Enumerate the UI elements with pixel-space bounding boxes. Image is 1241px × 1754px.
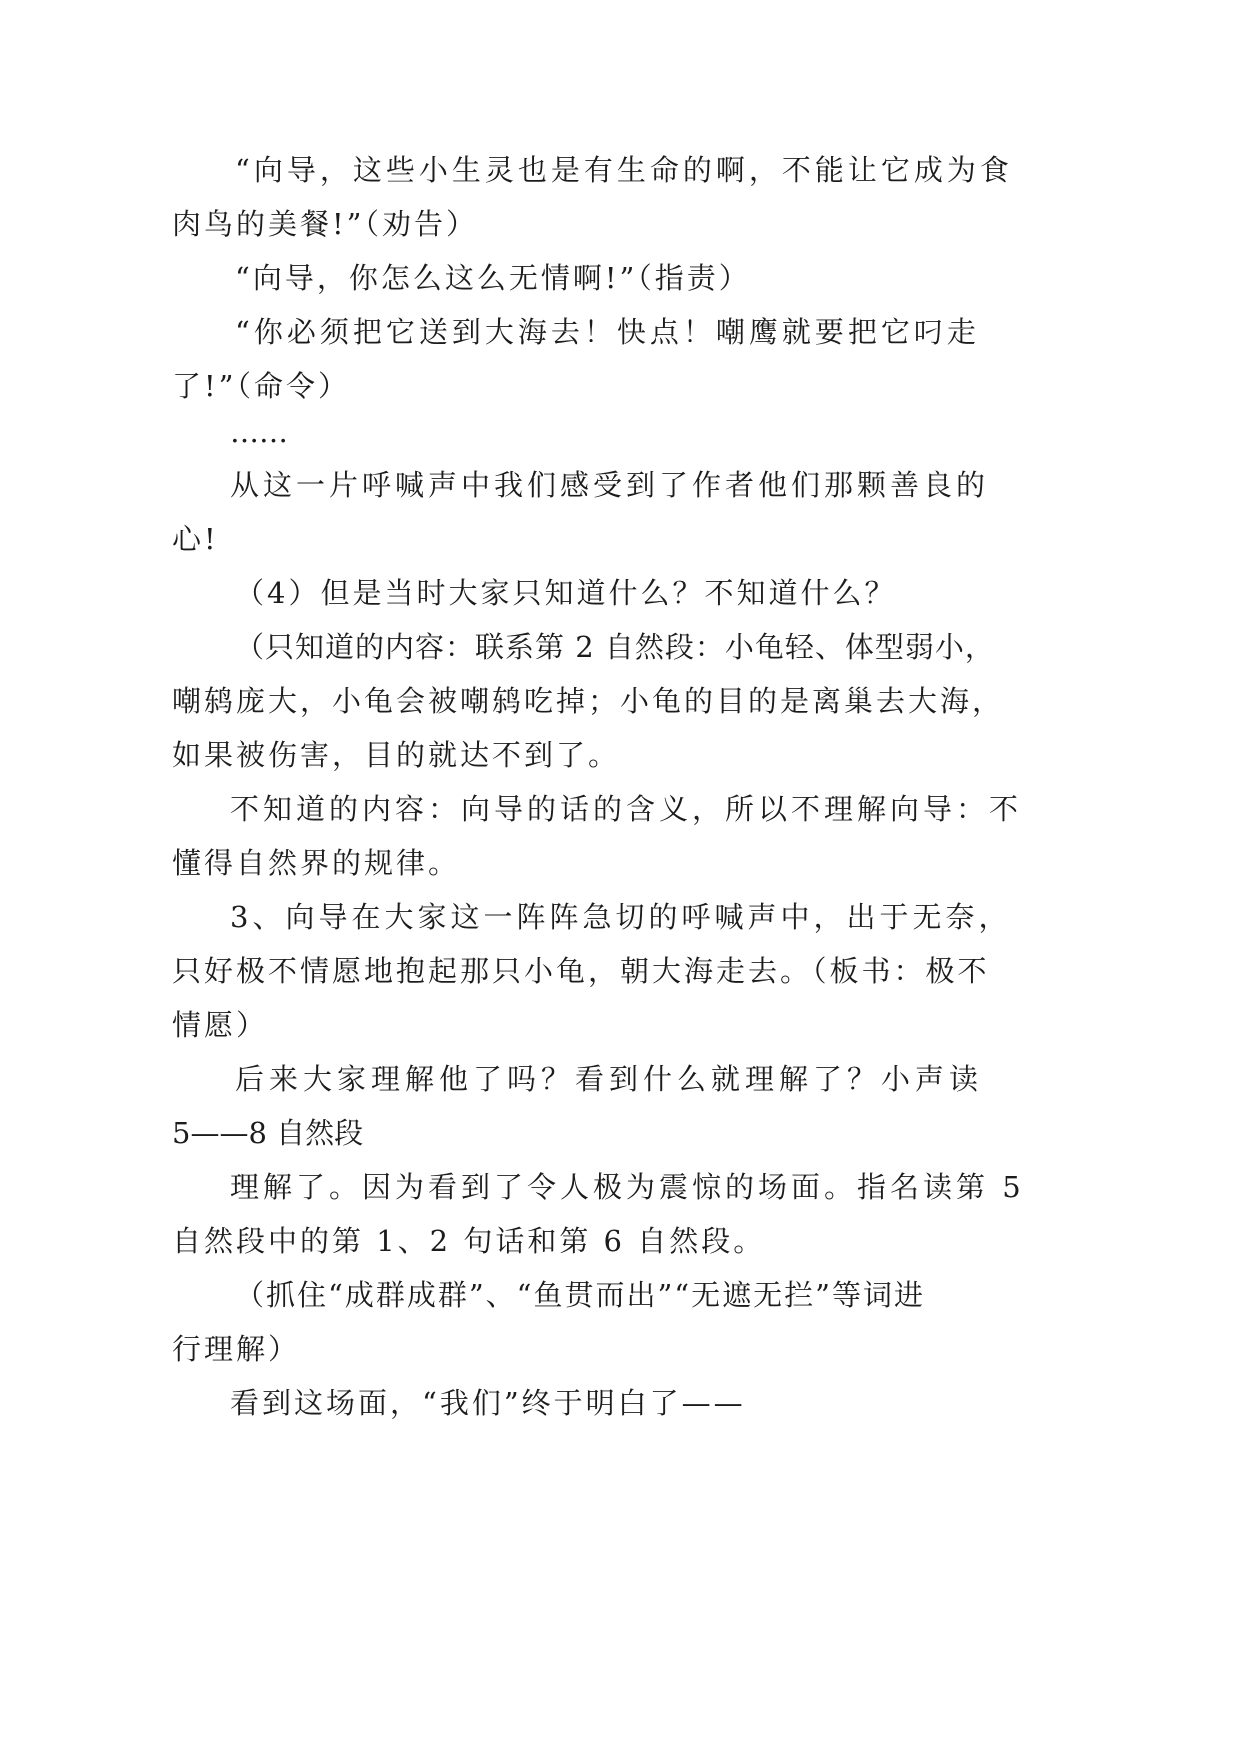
text-line: …… <box>230 415 288 449</box>
text-line: 3、向导在大家这一阵阵急切的呼喊声中，出于无奈， <box>230 900 1012 934</box>
text-line: 情愿） <box>172 1008 269 1042</box>
text-line: 心! <box>172 522 219 556</box>
text-line: 看到这场面，“我们”终于明白了—— <box>230 1386 746 1420</box>
text-line: 从这一片呼喊声中我们感受到了作者他们那颗善良的 <box>230 468 990 502</box>
text-line: 只好极不情愿地抱起那只小龟，朝大海走去。（板书：极不 <box>172 954 990 988</box>
text-line: 理解了。因为看到了令人极为震惊的场面。指名读第 5 <box>230 1170 1025 1204</box>
text-line: 自然段中的第 1、2 句话和第 6 自然段。 <box>172 1224 766 1258</box>
text-line: 肉鸟的美餐!”（劝告） <box>172 207 478 241</box>
text-line: （抓住“成群成群”、“鱼贯而出”“无遮无拦”等词进 <box>235 1278 925 1312</box>
text-line: 后来大家理解他了吗？看到什么就理解了？小声读 <box>235 1062 984 1096</box>
text-line: 不知道的内容：向导的话的含义，所以不理解向导：不 <box>230 792 1023 826</box>
text-line: 如果被伤害，目的就达不到了。 <box>172 738 621 772</box>
text-line: 了!”（命令） <box>172 369 350 403</box>
text-line: 嘲鸫庞大，小龟会被嘲鸫吃掉；小龟的目的是离巢去大海， <box>172 684 1005 718</box>
text-line: 行理解） <box>172 1332 301 1366</box>
text-line: 5——8 自然段 <box>172 1116 364 1150</box>
text-line: “你必须把它送到大海去！快点！嘲鹰就要把它叼走 <box>235 315 980 349</box>
text-line: 懂得自然界的规律。 <box>172 846 461 880</box>
text-line: “向导，你怎么这么无情啊!”（指责） <box>235 261 751 295</box>
text-line: “向导，这些小生灵也是有生命的啊，不能让它成为食 <box>235 153 1013 187</box>
text-line: （只知道的内容：联系第 2 自然段：小龟轻、体型弱小， <box>235 630 995 664</box>
text-line: （4）但是当时大家只知道什么？不知道什么？ <box>235 576 897 610</box>
